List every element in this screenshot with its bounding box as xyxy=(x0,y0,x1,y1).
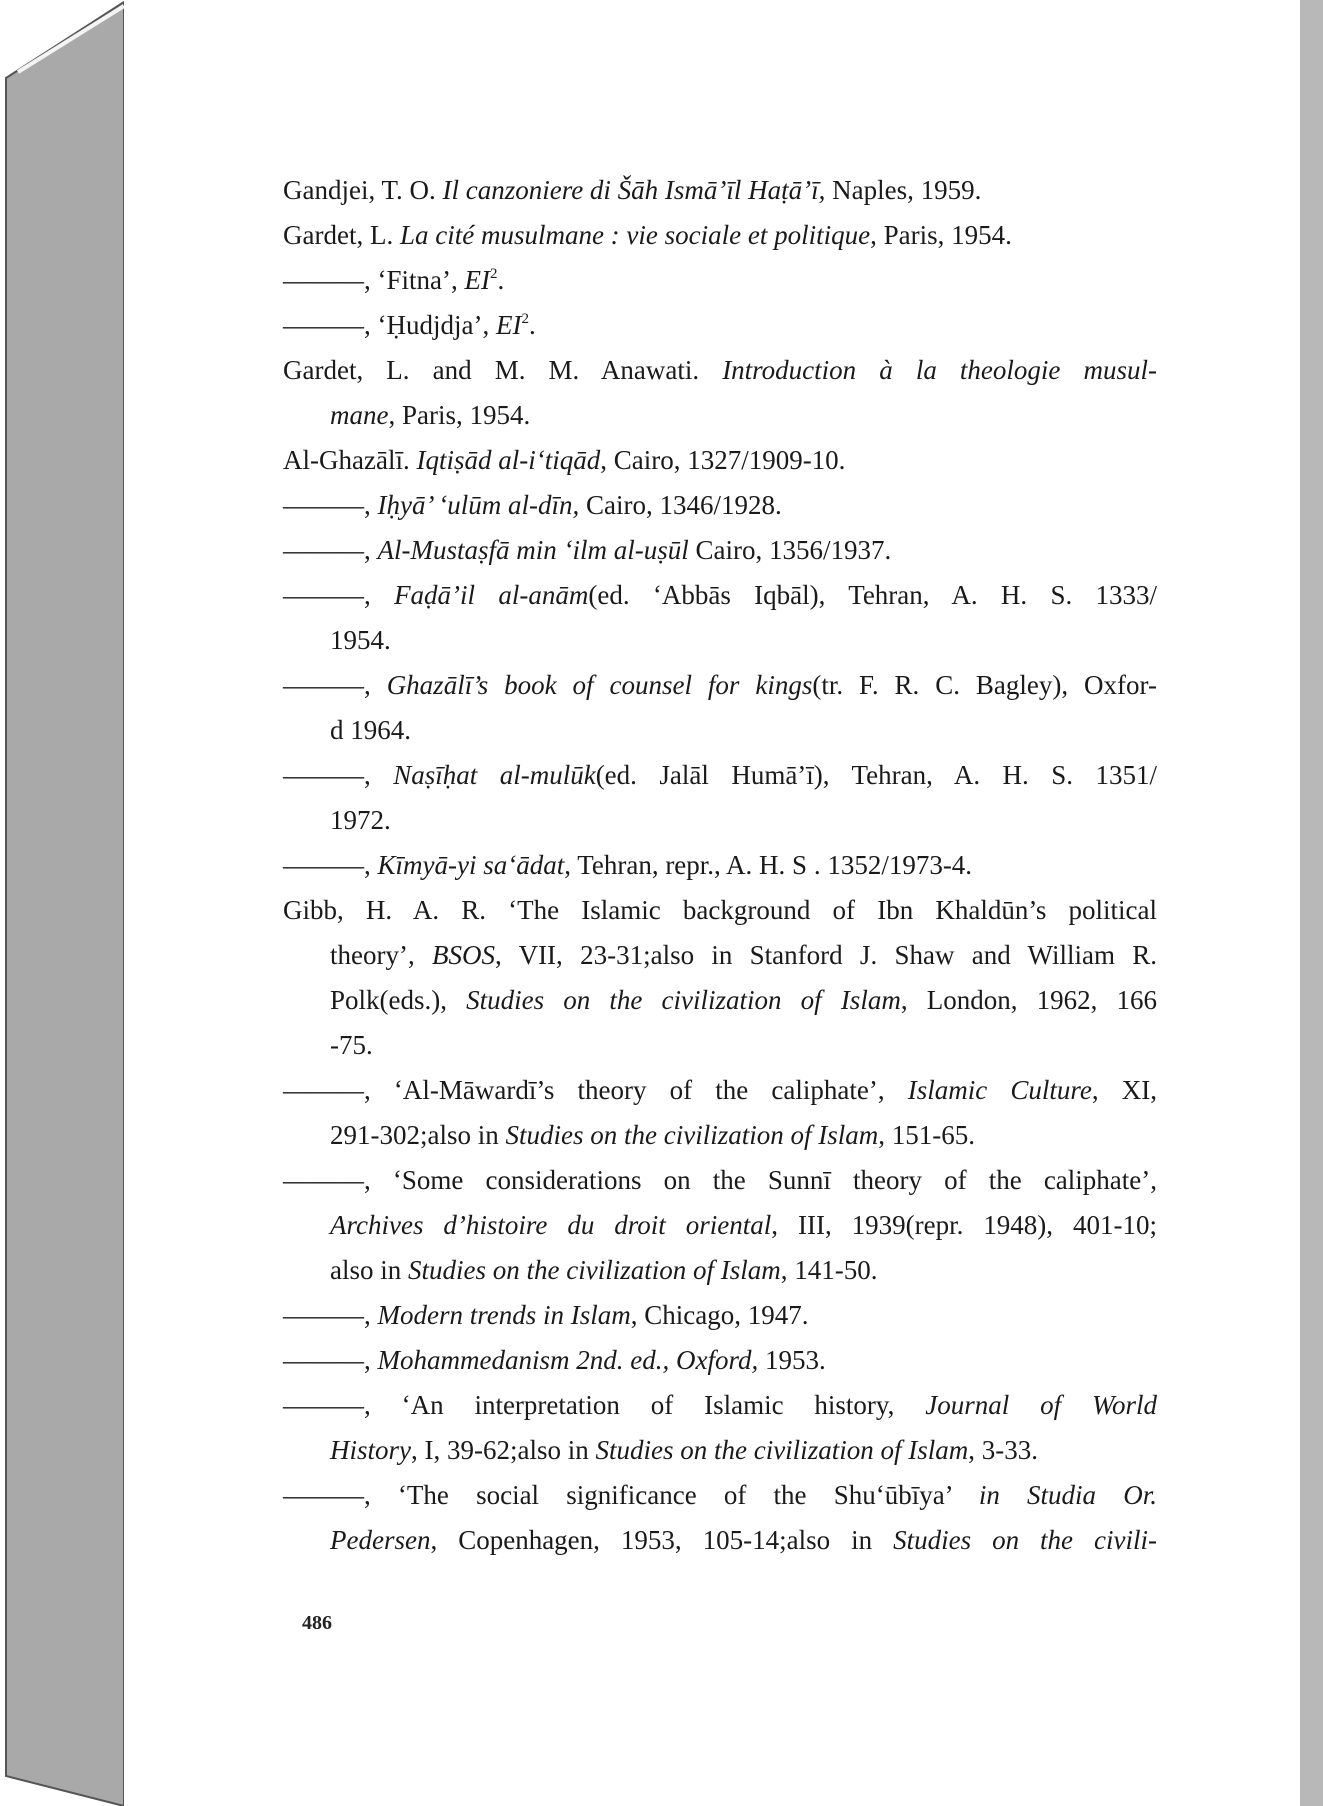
italic-title: Introduction à la theologie musul- xyxy=(722,355,1157,385)
text-segment: , Paris, 1954. xyxy=(388,400,531,430)
bibliography-entry xyxy=(283,843,1157,888)
italic-title: in Studia Or. xyxy=(978,1480,1157,1510)
entry-line xyxy=(283,303,1157,348)
italic-title: Faḍā’il al-anām xyxy=(394,580,589,610)
italic-title: Iqtiṣād al-i‘tiqād xyxy=(416,445,601,475)
italic-title: Naṣīḥat al-mulūk xyxy=(393,760,596,790)
italic-title: La cité musulmane : vie sociale et politique xyxy=(399,220,871,250)
italic-title: Studies on the civilization of Islam xyxy=(408,1255,781,1285)
text-segment: Gardet, L. and M. M. Anawati. xyxy=(283,355,723,385)
entry-line xyxy=(283,573,1157,618)
italic-title: Journal of World xyxy=(925,1390,1157,1420)
text-segment: Polk(eds.), xyxy=(330,985,467,1015)
italic-title: Islamic Culture xyxy=(907,1075,1092,1105)
italic-title: Studies on the civili- xyxy=(893,1525,1157,1555)
text-segment: , 141-50. xyxy=(780,1255,878,1285)
text-segment: Al-Ghazālī. xyxy=(283,445,417,475)
italic-title: mane xyxy=(330,400,389,430)
text-segment: , London, 1962, 166 xyxy=(900,985,1157,1015)
bibliography-entry xyxy=(283,528,1157,573)
entry-line xyxy=(283,1383,1157,1428)
bibliography-entry xyxy=(283,1338,1157,1383)
text-segment: ———, xyxy=(283,760,394,790)
text-segment: , 151-65. xyxy=(878,1120,975,1150)
text-segment: ———, xyxy=(283,670,387,700)
bibliography-entry xyxy=(283,1293,1157,1338)
text-segment: , I, 39-62;also in xyxy=(411,1435,596,1465)
text-segment: ———, ‘An interpretation of Islamic history, xyxy=(283,1390,926,1420)
italic-title: EI xyxy=(495,310,522,340)
italic-title: Pedersen xyxy=(330,1525,431,1555)
italic-title: Archives d’histoire du droit oriental xyxy=(330,1210,772,1240)
bibliography-entry xyxy=(283,663,1157,753)
italic-title: Kīmyā-yi sa‘ādat xyxy=(377,850,565,880)
italic-title: Iḥyā’ ‘ulūm al-dīn, xyxy=(377,490,580,520)
text-segment: ———, ‘Fitna’, xyxy=(283,265,465,295)
entry-line xyxy=(283,1338,1157,1383)
text-segment: 1953. xyxy=(758,1345,826,1375)
entry-line xyxy=(283,438,1157,483)
italic-title: Studies on the civilization of Islam xyxy=(505,1120,879,1150)
text-segment: Cairo, 1356/1937. xyxy=(688,535,892,565)
italic-title: Al-Mustaṣfā min ‘ilm al-uṣūl xyxy=(377,535,689,565)
text-segment: ———, xyxy=(283,850,378,880)
page-number: 486 xyxy=(302,1612,332,1634)
bibliography-entry xyxy=(283,1158,1157,1293)
text-segment: , Paris, 1954. xyxy=(870,220,1012,250)
entry-line xyxy=(283,528,1157,573)
superscript: 2 xyxy=(521,311,529,327)
text-segment: Gandjei, T. O. xyxy=(283,175,443,205)
entry-line xyxy=(283,213,1157,258)
text-segment: , Copenhagen, 1953, 105-14;also in xyxy=(430,1525,894,1555)
text-segment: -75. xyxy=(330,1030,373,1060)
italic-title: Il canzoniere di Šāh Ismā’īl Haṭā’ī, xyxy=(442,175,826,205)
text-segment: ———, xyxy=(283,490,378,520)
bibliography-entry xyxy=(283,438,1157,483)
entry-line xyxy=(283,393,1157,438)
bibliography-entry xyxy=(283,213,1157,258)
text-segment: ———, xyxy=(283,580,395,610)
italic-title: History xyxy=(330,1435,411,1465)
entry-line xyxy=(283,888,1157,933)
italic-title: Mohammedanism 2nd. ed., Oxford, xyxy=(377,1345,759,1375)
entry-line xyxy=(283,348,1157,393)
text-segment: (ed. ‘Abbās Iqbāl), Tehran, A. H. S. 1333/ xyxy=(588,580,1158,610)
text-segment: 1954. xyxy=(330,625,391,655)
entry-line xyxy=(283,1023,1157,1068)
entry-line xyxy=(283,1248,1157,1293)
entry-line xyxy=(283,798,1157,843)
text-segment: ———, ‘The social significance of the Shu‘ūbīya’ xyxy=(283,1480,979,1510)
entry-line xyxy=(283,1158,1157,1203)
entry-line xyxy=(283,753,1157,798)
text-segment: ———, ‘Ḥudjdja’, xyxy=(283,310,496,340)
italic-title: Modern trends in Islam xyxy=(377,1300,631,1330)
entry-line xyxy=(283,168,1157,213)
text-segment: 1972. xyxy=(330,805,391,835)
text-segment: also in xyxy=(330,1255,408,1285)
superscript: 2 xyxy=(489,266,498,282)
entry-line xyxy=(283,1428,1157,1473)
bibliography-list xyxy=(283,168,1157,1563)
entry-line xyxy=(283,1203,1157,1248)
text-segment: theory’, xyxy=(330,940,433,970)
italic-title: EI xyxy=(464,265,490,295)
text-segment: Gardet, L. xyxy=(283,220,400,250)
entry-line xyxy=(283,1473,1157,1518)
bibliography-entry xyxy=(283,1383,1157,1473)
text-segment: Naples, 1959. xyxy=(825,175,982,205)
text-segment: 291-302;also in xyxy=(330,1120,506,1150)
bibliography-entry xyxy=(283,573,1157,663)
bibliography-entry xyxy=(283,303,1157,348)
entry-line xyxy=(283,1068,1157,1113)
entry-line xyxy=(283,933,1157,978)
entry-line xyxy=(283,618,1157,663)
text-segment: (tr. F. R. C. Bagley), Oxfor- xyxy=(812,670,1157,700)
text-segment: Cairo, 1346/1928. xyxy=(579,490,782,520)
italic-title: Studies on the civilization of Islam xyxy=(466,985,901,1015)
page-right-shadow xyxy=(1300,0,1323,1806)
book-spine xyxy=(6,2,124,1806)
text-segment: , XI, xyxy=(1091,1075,1157,1105)
text-segment: , Cairo, 1327/1909-10. xyxy=(600,445,846,475)
text-segment: (ed. Jalāl Humā’ī), Tehran, A. H. S. 1351/ xyxy=(595,760,1157,790)
bibliography-entry xyxy=(283,888,1157,1068)
entry-line xyxy=(283,843,1157,888)
text-segment: ———, xyxy=(283,535,378,565)
bibliography-entry xyxy=(283,168,1157,213)
text-segment: d 1964. xyxy=(330,715,411,745)
bibliography-entry xyxy=(283,348,1157,438)
text-segment: ———, ‘Some considerations on the Sunnī theory of the caliphate’, xyxy=(283,1165,1157,1195)
entry-line xyxy=(283,1518,1157,1563)
entry-line xyxy=(283,258,1157,303)
text-segment: ———, ‘Al-Māwardī’s theory of the caliphate’, xyxy=(283,1075,908,1105)
bibliography-entry xyxy=(283,753,1157,843)
text-segment: . xyxy=(528,310,536,340)
text-segment: Gibb, H. A. R. ‘The Islamic background of Ibn Khaldūn’s political xyxy=(283,895,1157,925)
bibliography-entry xyxy=(283,1473,1157,1563)
text-segment: , Tehran, repr., A. H. S . 1352/1973-4. xyxy=(564,850,973,880)
text-segment: , Chicago, 1947. xyxy=(630,1300,809,1330)
italic-title: Ghazālī’s book of counsel for kings xyxy=(386,670,813,700)
entry-line xyxy=(283,978,1157,1023)
entry-line xyxy=(283,708,1157,753)
text-segment: , 3-33. xyxy=(968,1435,1038,1465)
italic-title: BSOS xyxy=(432,940,496,970)
entry-line xyxy=(283,1293,1157,1338)
entry-line xyxy=(283,1113,1157,1158)
bibliography-entry xyxy=(283,258,1157,303)
text-segment: , VII, 23-31;also in Stanford J. Shaw and William R. xyxy=(495,940,1157,970)
text-segment: . xyxy=(497,265,505,295)
italic-title: Studies on the civilization of Islam xyxy=(595,1435,969,1465)
text-segment: ———, xyxy=(283,1300,378,1330)
bibliography-entry xyxy=(283,483,1157,528)
bibliography-entry xyxy=(283,1068,1157,1158)
text-segment: , III, 1939(repr. 1948), 401-10; xyxy=(771,1210,1157,1240)
entry-line xyxy=(283,483,1157,528)
text-segment: ———, xyxy=(283,1345,378,1375)
entry-line xyxy=(283,663,1157,708)
